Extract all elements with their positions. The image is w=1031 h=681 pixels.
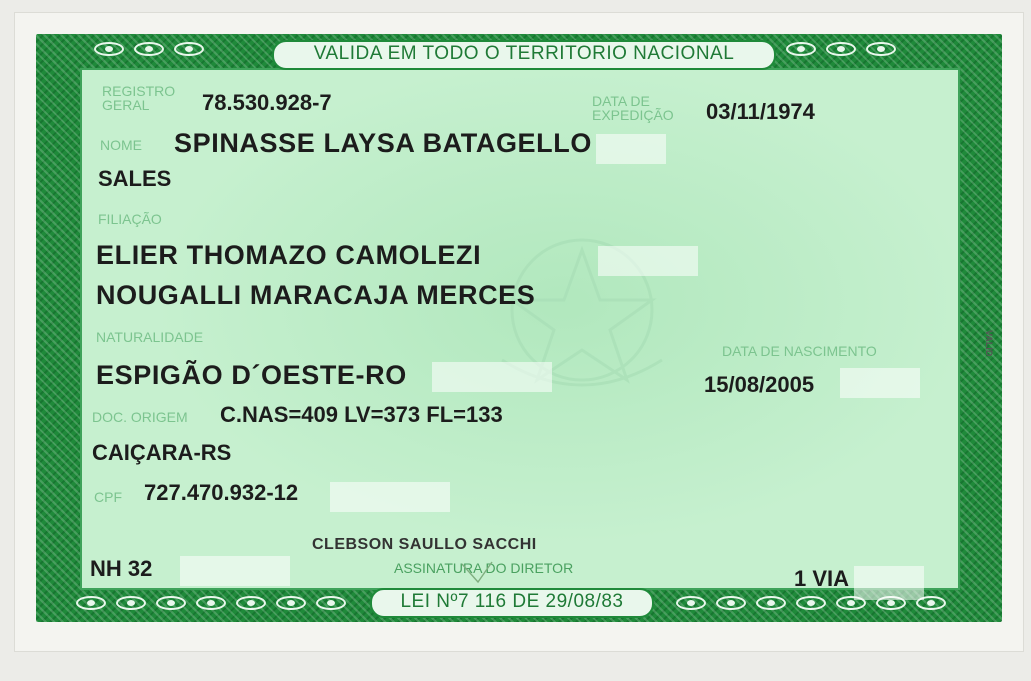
registro-value: 78.530.928-7 bbox=[202, 90, 332, 115]
nome-label: NOME bbox=[100, 137, 142, 153]
redaction-patch bbox=[854, 566, 924, 600]
ornament-icon bbox=[94, 42, 124, 56]
redaction-patch bbox=[596, 134, 666, 164]
ornament-icon bbox=[76, 596, 106, 610]
naturalidade-value: ESPIGÃO D´OESTE-RO bbox=[96, 360, 407, 390]
registro-label: REGISTRO GERAL bbox=[102, 83, 176, 113]
bottom-banner: LEI Nº7 116 DE 29/08/83 bbox=[370, 588, 654, 618]
nome-line1: SPINASSE LAYSA BATAGELLO bbox=[174, 128, 592, 158]
redaction-patch bbox=[330, 482, 450, 512]
ornament-icon bbox=[676, 596, 706, 610]
nascimento-value: 15/08/2005 bbox=[704, 372, 815, 397]
ornament-icon bbox=[316, 596, 346, 610]
ornament-icon bbox=[866, 42, 896, 56]
expedicao-label: DATA DE EXPEDIÇÃO bbox=[592, 93, 674, 123]
doc-origem-value: C.NAS=409 LV=373 FL=133 bbox=[220, 402, 503, 427]
redaction-patch bbox=[432, 362, 552, 392]
naturalidade-label: NATURALIDADE bbox=[96, 329, 204, 345]
cpf-value: 727.470.932-12 bbox=[144, 480, 299, 505]
ornament-icon bbox=[116, 596, 146, 610]
ornament-left-top bbox=[94, 38, 204, 60]
side-valid-text: VALID bbox=[984, 330, 994, 357]
top-banner: VALIDA EM TODO O TERRITORIO NACIONAL bbox=[272, 40, 776, 70]
ornament-icon bbox=[796, 596, 826, 610]
ornament-icon bbox=[196, 596, 226, 610]
signature-mark-icon bbox=[460, 560, 500, 586]
nome-line2: SALES bbox=[98, 166, 172, 191]
filiacao-line2: NOUGALLI MARACAJA MERCES bbox=[96, 280, 536, 310]
cpf-label: CPF bbox=[94, 489, 122, 505]
doc-origem-label: DOC. ORIGEM bbox=[92, 409, 188, 425]
redaction-patch bbox=[180, 556, 290, 586]
ornament-icon bbox=[716, 596, 746, 610]
director-name: CLEBSON SAULLO SACCHI bbox=[312, 536, 537, 553]
via-value: 1 VIA bbox=[794, 566, 850, 591]
redaction-patch bbox=[598, 246, 698, 276]
ornament-right-top bbox=[786, 38, 896, 60]
ornament-left-bottom bbox=[76, 592, 346, 614]
ornament-icon bbox=[826, 42, 856, 56]
ornament-icon bbox=[134, 42, 164, 56]
director-signature-label: ASSINATURA DO DIRETOR bbox=[394, 560, 574, 576]
ornament-icon bbox=[276, 596, 306, 610]
ornament-icon bbox=[156, 596, 186, 610]
id-card bbox=[36, 34, 1002, 622]
ornament-icon bbox=[236, 596, 266, 610]
ornament-icon bbox=[174, 42, 204, 56]
ornament-icon bbox=[756, 596, 786, 610]
filiacao-line1: ELIER THOMAZO CAMOLEZI bbox=[96, 240, 482, 270]
ornament-icon bbox=[786, 42, 816, 56]
expedicao-value: 03/11/1974 bbox=[706, 99, 815, 124]
filiacao-label: FILIAÇÃO bbox=[98, 211, 162, 227]
redaction-patch bbox=[840, 368, 920, 398]
code-value: NH 32 bbox=[90, 556, 153, 581]
doc-origem-city: CAIÇARA-RS bbox=[92, 440, 232, 465]
nascimento-label: DATA DE NASCIMENTO bbox=[722, 343, 877, 359]
